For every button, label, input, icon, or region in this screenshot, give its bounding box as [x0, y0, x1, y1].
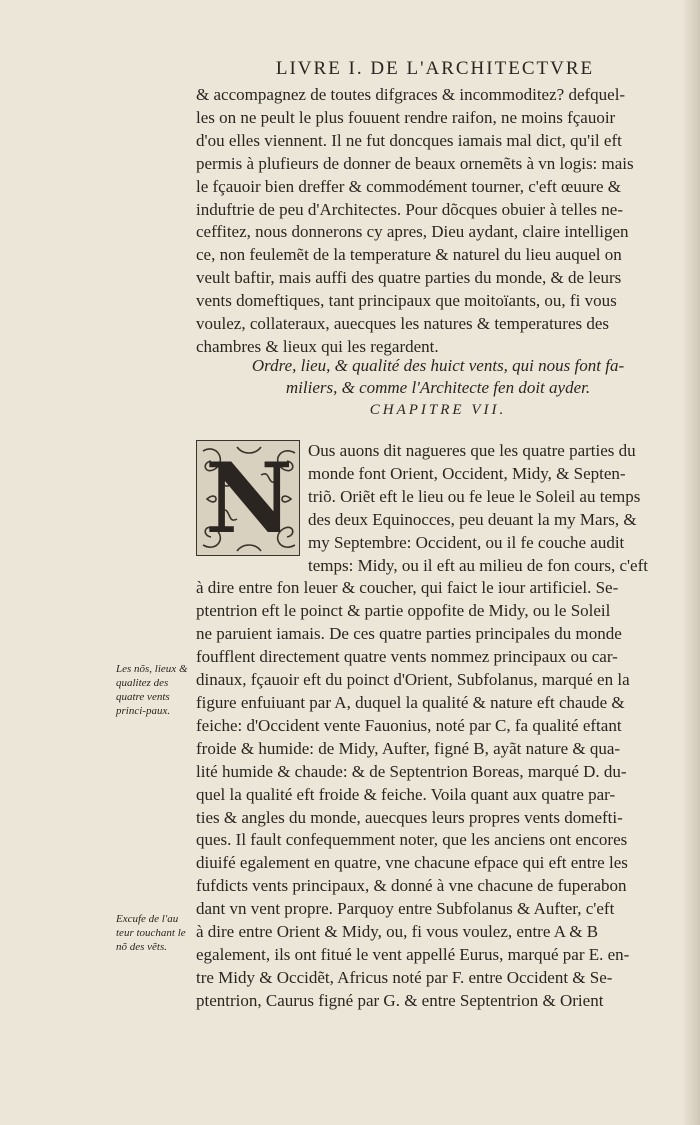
text-line: chambres & lieux qui les regardent. [196, 336, 439, 356]
text-line: foufflent directement quatre vents nommez principaux ou car- [196, 647, 618, 667]
text-line: induftrie de peu d'Architectes. Pour dõcques obuier à telles ne- [196, 199, 623, 219]
running-head: LIVRE I. DE L'ARCHITECTVRE [275, 58, 595, 79]
chapter-title-line: miliers, & comme l'Architecte fen doit ayder. [285, 378, 591, 397]
text-line: my Septembre: Occident, ou il fe couche audit [308, 532, 625, 552]
text-line: Ous auons dit nagueres que les quatre parties du [308, 441, 636, 460]
text-line: veult baftir, mais auffi des quatre parties du monde, & de leurs [196, 268, 622, 288]
text-line: diuifé egalement en quatre, vne chacune efpace qui eft entre les [196, 853, 628, 873]
text-line: ne paruient iamais. De ces quatre parties principales du monde [196, 624, 622, 644]
text-line: ties & angles du monde, auecques leurs propres vents domefti- [196, 807, 623, 827]
text-line: dant vn vent propre. Parquoy entre Subfolanus & Aufter, c'eft [196, 899, 615, 919]
text-line: egalement, ils ont fitué le vent appellé Eurus, marqué par E. en- [196, 944, 630, 964]
text-line: & accompagnez de toutes difgraces & incommoditez? defquel- [196, 85, 626, 104]
chapter-heading [196, 355, 680, 421]
text-line: le fçauoir bien dreffer & commodément tourner, c'eft œuure & [196, 176, 622, 196]
text-line: temps: Midy, ou il eft au milieu de fon cours, c'eft [308, 555, 648, 575]
text-line: ceffitez, nous donnerons cy apres, Dieu aydant, claire intelligen [196, 222, 629, 242]
text-line: d'ou elles viennent. Il ne fut doncques iamais mal dict, qu'il eft [196, 130, 622, 150]
text-line: dinaux, fçauoir eft du poinct d'Orient, Subfolanus, marqué en la [196, 670, 630, 690]
page-edge-shadow [682, 0, 700, 1125]
text-line: ques. Il fault confequemment noter, que les anciens ont encores [196, 830, 628, 850]
text-line: voulez, collateraux, auecques les natures & temperatures des [196, 314, 610, 334]
margin-note: Excufe de l'au teur touchant le nõ des vẽts. [116, 913, 186, 953]
text-line: à dire entre fon leuer & coucher, qui faict le iour artificiel. Se- [196, 578, 619, 598]
chapter-label: CHAPITRE VII. [369, 402, 507, 418]
chapter-title-line: Ordre, lieu, & qualité des huict vents, qui nous font fa- [251, 356, 625, 375]
margin-note: Les nõs, lieux & qualitez des quatre vents princi-paux. [116, 663, 188, 717]
chapter-body [196, 440, 680, 1013]
text-line: ptentrion eft le poinct & partie oppofite de Midy, ou le Soleil [196, 601, 611, 621]
intro-paragraph [196, 84, 680, 359]
text-line: les on ne peult le plus fouuent rendre raifon, ne moins fçauoir [196, 107, 616, 127]
text-line: feiche: d'Occident vente Fauonius, noté par C, fa qualité eftant [196, 715, 622, 735]
decorated-initial [196, 440, 300, 556]
text-line: lité humide & chaude: & de Septentrion Boreas, marqué D. du- [196, 761, 627, 781]
text-line: à dire entre Orient & Midy, ou, fi vous voulez, entre A & B [196, 922, 599, 942]
text-line: triõ. Oriẽt eft le lieu ou fe leue le Soleil au temps [308, 486, 641, 506]
text-line: monde font Orient, Occident, Midy, & Septen- [308, 463, 626, 483]
text-line: ce, non feulemẽt de la temperature & naturel du lieu auquel on [196, 245, 622, 265]
text-line: quel la qualité eft froide & feiche. Voila quant aux quatre par- [196, 784, 616, 804]
text-line: ptentrion, Caurus figné par G. & entre Septentrion & Orient [196, 990, 604, 1010]
text-line: figure enfuiuant par A, duquel la qualité & nature eft chaude & [196, 692, 625, 712]
text-line: fufdicts vents principaux, & donné à vne chacune de fuperabon [196, 876, 627, 896]
text-line: vents domeftiques, tant principaux que moitoïants, ou, fi vous [196, 291, 617, 311]
drop-cap-letter: N [205, 442, 293, 555]
text-line: des deux Equinocces, peu deuant la my Mars, & [308, 509, 637, 529]
text-line: froide & humide: de Midy, Aufter, figné B, ayãt nature & qua- [196, 738, 621, 758]
text-line: tre Midy & Occidẽt, Africus noté par F. entre Occident & Se- [196, 967, 613, 987]
text-line: permis à plufieurs de donner de beaux ornemẽts à vn logis: mais [196, 153, 634, 173]
